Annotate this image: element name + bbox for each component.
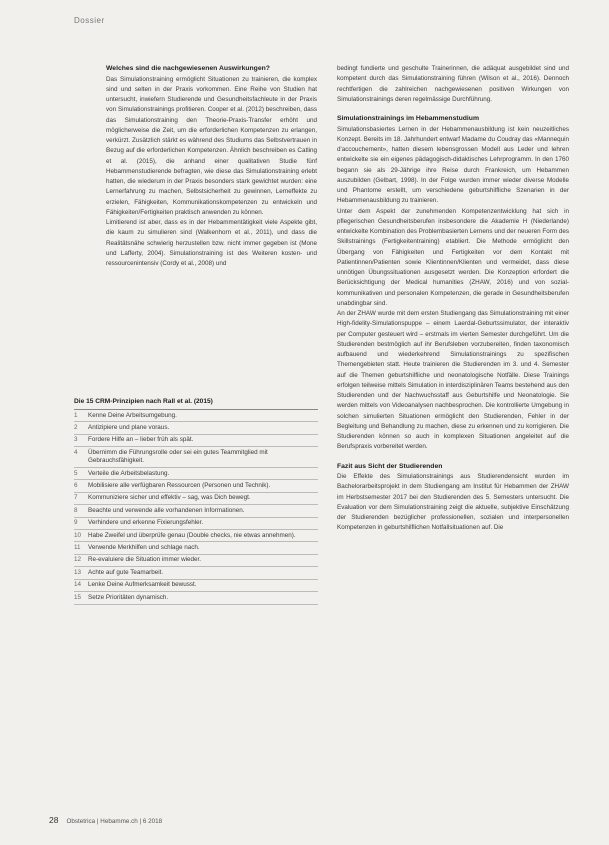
paragraph: bedingt fundierte und geschulte Trainerinnen, die adäquat ausgebildet sind und kompetent durch das Simulationstraining führen (Wilson et al., 2016). Dennoch rechtfertigen die zahlreichen nachgewiesenen positiven Wirkungen von Simulationstrainings deren regelmässige Durchführung. (337, 65, 569, 103)
item-text: Verwende Merkhilfen und schlage nach. (88, 543, 200, 551)
item-text: Verteile die Arbeitsbelastung. (88, 469, 170, 477)
item-number: 14 (74, 581, 82, 589)
left-column (106, 64, 317, 269)
heading-conclusion: Fazit aus Sicht der Studierenden (337, 462, 443, 470)
heading-simulation-training: Simulationstrainings im Hebammenstudium (337, 115, 480, 122)
list-item (74, 542, 318, 554)
list-item (74, 435, 318, 447)
item-number: 12 (74, 556, 82, 564)
page-footer (49, 815, 162, 825)
item-number: 11 (74, 543, 81, 551)
item-text: Mobilisiere alle verfügbaren Ressourcen (Personen und Technik). (88, 481, 271, 489)
principles-list (74, 410, 318, 605)
list-item (74, 580, 318, 592)
item-number: 9 (74, 519, 78, 527)
list-item (74, 493, 318, 505)
list-item (74, 410, 318, 422)
item-number: 10 (74, 531, 82, 539)
item-text: Fordere Hilfe an – lieber früh als spät. (88, 436, 194, 444)
item-text: Verhindere und erkenne Fixierungsfehler. (88, 519, 204, 527)
paragraph: Limitierend ist aber, dass es in der Hebammentätigkeit viele Aspekte gibt, die kaum zu simulieren sind (Walkenhorn et al., 2011), und dass die Realitätsnähe schwierig herzustellen bzw. nicht immer gegeben ist (Mone und Lafferty, 2004). Simulationstraining ist des Weiteren kosten- und ressourcenintensiv (Cordy et al., 2008) und (106, 219, 317, 267)
item-number: 13 (74, 568, 82, 576)
item-number: 15 (74, 593, 82, 601)
item-number: 6 (74, 481, 78, 489)
item-text: Antizipiere und plane voraus. (88, 423, 170, 431)
item-text: Habe Zweifel und überprüfe genau (Double checks, nie etwas annehmen). (88, 531, 296, 539)
item-text: Lenke Deine Aufmerksamkeit bewusst. (88, 581, 197, 589)
item-text: Setze Prioritäten dynamisch. (88, 593, 169, 601)
crm-principles-box (74, 398, 318, 605)
paragraph: Unter dem Aspekt der zunehmenden Kompetenzentwicklung hat sich in pflegerischen Gesundheitsberufen insbesondere die Akademie H (Niederlande) entwickelte Kombination des Problembasierten Lernens und der neueren Form des Skillstrainings (Fertigkeitentraining) etabliert. Die Methode ermöglicht den Übergang von Fähigkeiten und Fertigkeiten vor dem Kontakt mit Patientinnen/Patienten sowie Klientinnen/Klienten und vermeidet, dass diese unnötigen Übungssituationen ausgesetzt werden. Die Konzeption erfordert die Berücksichtigung der Medical humanities (ZHAW, 2016) und von sozial-kommunikativen und personalen Kompetenzen, die gerade in Gesundheitsberufen unabdingbar sind. (337, 207, 569, 307)
paragraph: An der ZHAW wurde mit dem ersten Studiengang das Simulationstraining mit einer High-fidelity-Simulationspuppe – einem Laerdal-Geburtssimulator, der interaktiv per Computer gesteuert wird – erstmals im vierten Semester durchgeführt. Um die Studierenden bestmöglich auf ihr Berufsleben vorzubereiten, finden taxonomisch aufbauend und wiederkehrend Simulationstrainings zu spezifischen Themengebieten statt. Heute trainieren die Studierenden im 3. und 4. Semester auf die Themen geburtshilfliche und neonatologische Notfälle. Diese Trainings erfolgen teilweise mittels Simulation in interdisziplinären Teams bestehend aus den Studierenden und der Nachwuchsstaff aus Geburtshilfe und Neonatologie. Sie werden mittels von Videoanalysen nachbesprochen. Die kontrollierte Umgebung in solchen simulierten Situationen ermöglicht den Studierenden, Fehler in der Begleitung und Behandlung zu machen, diese zu erkennen und zu korrigieren. Die Studierenden können so auch in komplexen Situationen angeleitet auf die Berufspraxis vorbereitet werden. (337, 310, 569, 451)
list-item (74, 422, 318, 434)
right-column (337, 64, 569, 534)
list-item (74, 505, 318, 517)
list-item (74, 480, 318, 492)
list-item (74, 447, 318, 468)
item-number: 7 (74, 494, 78, 502)
item-text: Re-evaluiere die Situation immer wieder. (88, 556, 202, 564)
paragraph: Das Simulationstraining ermöglicht Situationen zu trainieren, die komplex sind und selten in der Praxis vorkommen. Eine Reihe von Studien hat untersucht, inwiefern Studierende und Gesundheitsfachleute in der Praxis von Simulationstrainings profitieren. Cooper et al. (2012) beschreiben, dass das Simulationstraining den Theorie-Praxis-Transfer erhöht und möglicherweise die Zeit, um die erforderlichen Kompetenzen zu erlangen, verkürzt. Zusätzlich stärkt es während des Studiums das Selbstvertrauen in Bezug auf die erforderlichen Kompetenzen. Ähnlich beschreiben es Catling et al. (2015), die anhand einer qualitativen Studie fünf Hebammenstudierende befragten, wie diese das Simulationstraining erlebt hatten, die wiederum in der Praxis besonders stark gewichtet wurden: eine Lernerfahrung zu machen, Selbstsicherheit zu gewinnen, Lerneffekte zu erzielen, Fähigkeiten, Kommunikationskompetenzen zu entwickeln und Fähigkeiten/Fertigkeiten praktisch anwenden zu können. (106, 75, 317, 216)
item-number: 8 (74, 506, 78, 514)
heading-effects: Welches sind die nachgewiesenen Auswirkungen? (106, 65, 270, 72)
list-item (74, 530, 318, 542)
page-number: 28 (49, 815, 59, 825)
list-item (74, 555, 318, 567)
item-number: 3 (74, 436, 78, 444)
item-number: 1 (74, 411, 78, 419)
item-number: 2 (74, 423, 78, 431)
item-text: Achte auf gute Teamarbeit. (88, 568, 164, 576)
paragraph: Simulationsbasiertes Lernen in der Hebammenausbildung ist kein neuzeitliches Konzept. Bereits im 18. Jahrhundert entwarf Madame du Coudray das «Mannequin d'accouchement», hatten diesem lebensgrossen Modell aus Leder und lehren entwickelte sie ein eigenes pädagogisch-didaktisches Lehrprogramm. In den 1760 begann sie als 29-Jährige ihre Reise durch Frankreich, um Hebammen auszubilden (Gelbart, 1998). In der Folge wurden immer wieder diverse Modelle und Phantome erstellt, um verschiedene geburtshilfliche Szenarien in der Hebammenausbildung zu trainieren. (337, 125, 569, 205)
item-number: 4 (74, 448, 78, 456)
footer-text: Obstetrica | Hebamme.ch | 6 2018 (66, 818, 163, 825)
list-item (74, 592, 318, 604)
item-text: Beachte und verwende alle vorhandenen Informationen. (88, 506, 245, 514)
box-title: Die 15 CRM-Prinzipien nach Rall et al. (2015) (74, 398, 213, 405)
section-label: Dossier (74, 16, 105, 25)
list-item (74, 567, 318, 579)
list-item (74, 518, 318, 530)
paragraph: Die Effekte des Simulationstrainings aus Studierendensicht wurden im Bachelorarbeitsprojekt in dem Studiengang am Institut für Hebammen der ZHAW im Herbstsemester 2017 bei den Studierenden des 5. Semesters untersucht. Die Evaluation vor dem Simulationstraining zeigt die aktuelle, subjektive Einschätzung der Studierenden bezüglicher professionellen, sozialen und interpersonellen Kompetenzen in geburtshilflichen Notfallsituationen auf. Die (337, 473, 569, 532)
item-text: Übernimm die Führungsrolle oder sei ein gutes Teammitglied mit Gebrauchsfähigkeit. (88, 448, 268, 465)
list-item (74, 468, 318, 480)
item-text: Kenne Deine Arbeitsumgebung. (88, 411, 177, 419)
item-number: 5 (74, 469, 78, 477)
item-text: Kommuniziere sicher und effektiv – sag, was Dich bewegt. (88, 494, 251, 502)
